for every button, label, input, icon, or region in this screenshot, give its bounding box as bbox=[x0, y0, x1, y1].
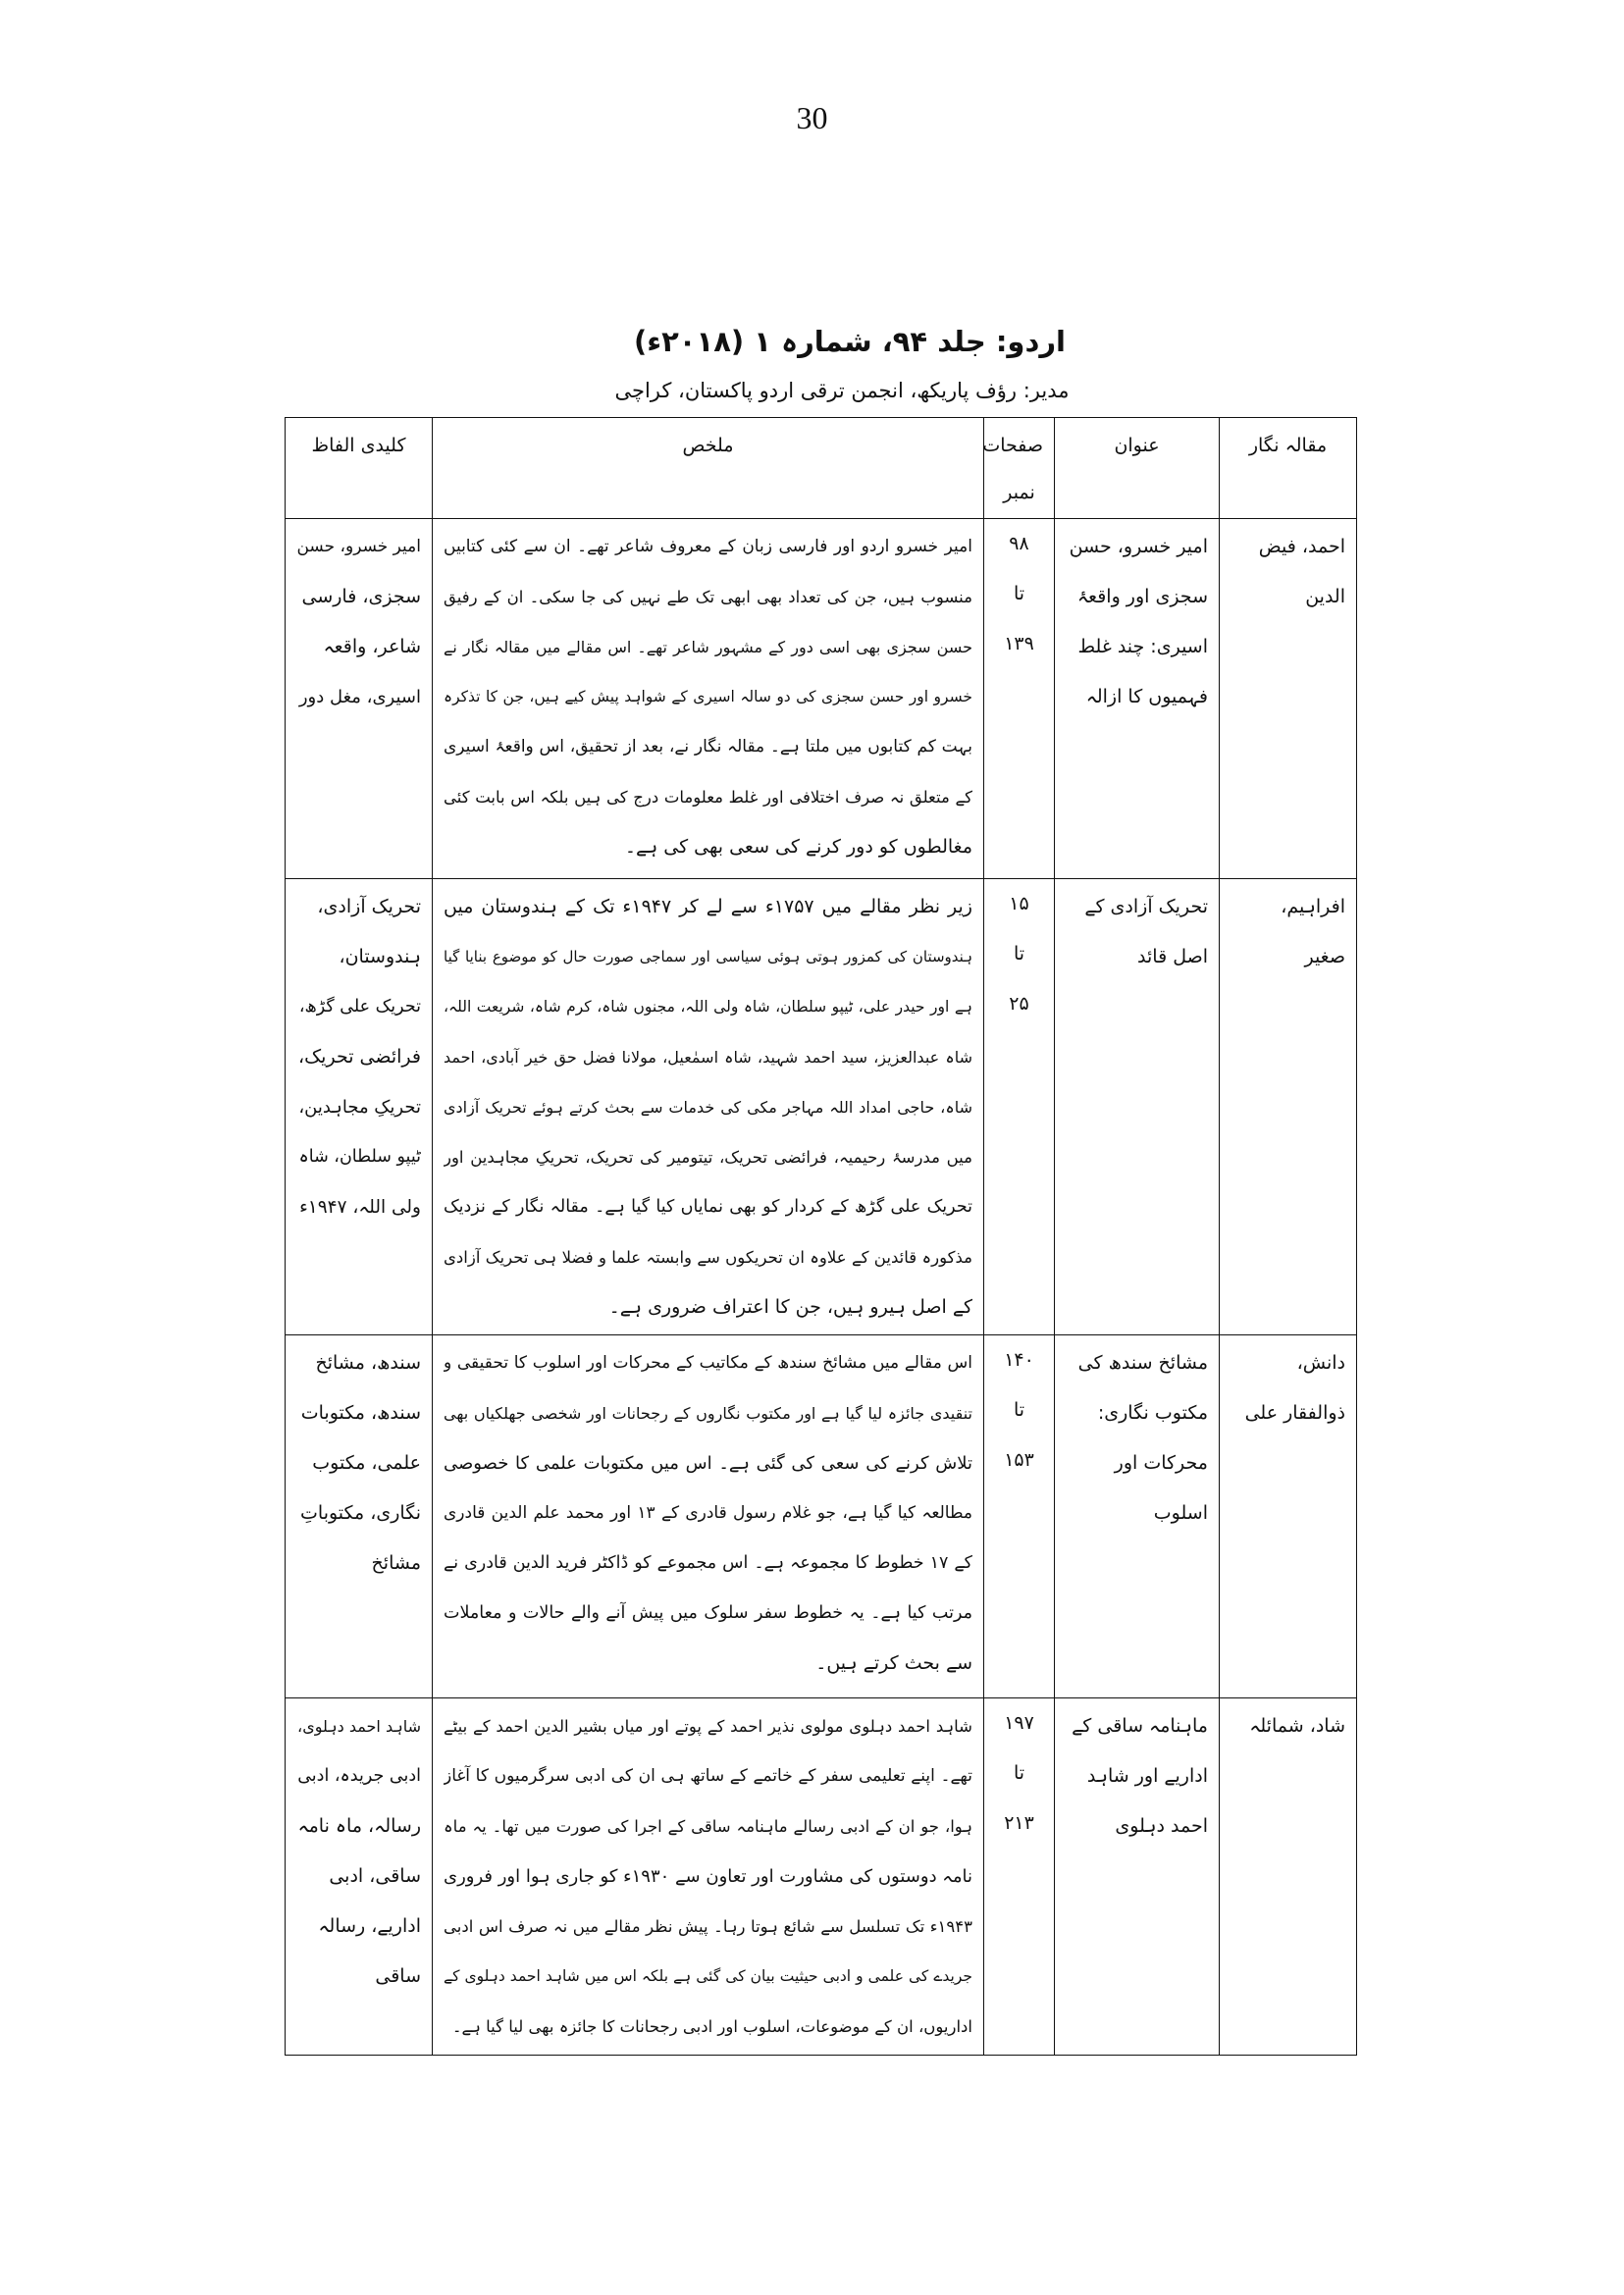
editor-line: مدیر: رؤف پاریکھ، انجمن ترقی اردو پاکستان، کراچی bbox=[614, 379, 1070, 402]
title-line: ماہنامہ ساقی کے bbox=[1072, 1715, 1208, 1737]
keywords-line: سندھ، مکتوبات bbox=[300, 1402, 421, 1424]
pages-line: ۱۳۹ bbox=[1004, 633, 1034, 654]
title-line: امیر خسرو، حسن bbox=[1069, 536, 1208, 557]
summary-cell bbox=[433, 879, 984, 1335]
keywords-line: اداریے، رسالہ bbox=[318, 1915, 421, 1937]
summary-line: حسن سجزی بھی اسی دور کے مشہور شاعر تھے۔ اس مقالے میں مقالہ نگار نے bbox=[444, 638, 972, 656]
header-title: عنوان bbox=[1055, 418, 1220, 519]
summary-line: نامہ دوستوں کی مشاورت اور تعاون سے ۱۹۳۰ء کو جاری ہوا اور فروری bbox=[444, 1866, 972, 1887]
summary-line: مرتب کیا ہے۔ یہ خطوط سفر سلوک میں پیش آنے والے حالات و معاملات bbox=[444, 1603, 972, 1623]
pages-line: ۱۵۳ bbox=[1004, 1449, 1034, 1471]
keywords-line: اسیری، مغل دور bbox=[298, 687, 421, 707]
summary-line: تنقیدی جائزہ لیا گیا ہے اور مکتوب نگاروں کے رجحانات اور شخصی جھلکیاں بھی bbox=[444, 1404, 972, 1423]
keywords-line: ساقی، ادبی bbox=[329, 1865, 421, 1887]
keywords-line: تحریک علی گڑھ، bbox=[298, 997, 421, 1017]
keywords-line: رسالہ، ماہ نامہ bbox=[297, 1815, 421, 1837]
keywords-line: تحریکِ مجاہدین، bbox=[298, 1097, 421, 1118]
pages-line: ۲۵ bbox=[1009, 993, 1029, 1015]
keywords-line: مشائخ bbox=[371, 1552, 421, 1574]
summary-line: ہوا، جو ان کے ادبی رسالے ماہنامہ ساقی کے اجرا کی صورت میں تھا۔ یہ ماہ bbox=[444, 1817, 972, 1836]
summary-line: سے بحث کرتے ہیں۔ bbox=[815, 1652, 972, 1674]
table-row bbox=[286, 1335, 1357, 1698]
keywords-line: ولی اللہ، ۱۹۴۷ء bbox=[299, 1197, 421, 1218]
author-line: شاد، شمائلہ bbox=[1249, 1715, 1345, 1737]
pages-line: ۲۱۳ bbox=[1004, 1812, 1034, 1834]
keywords-cell bbox=[286, 879, 433, 1335]
title-line: فہمیوں کا ازالہ bbox=[1085, 686, 1208, 707]
pages-cell bbox=[984, 519, 1055, 879]
keywords-line: علمی، مکتوب bbox=[312, 1452, 421, 1474]
title-line: اداریے اور شاہد bbox=[1086, 1765, 1208, 1787]
table-header bbox=[286, 418, 1357, 519]
summary-line: میں مدرسۂ رحیمیہ، فرائضی تحریک، تیتومیر کی تحریک، تحریکِ مجاہدین اور bbox=[444, 1148, 972, 1167]
title-line: محرکات اور bbox=[1114, 1452, 1208, 1474]
pages-cell bbox=[984, 1698, 1055, 2056]
summary-line: امیر خسرو اردو اور فارسی زبان کے معروف شاعر تھے۔ ان سے کئی کتابیں bbox=[444, 537, 972, 556]
title-cell bbox=[1055, 879, 1220, 1335]
summary-line: کے ۱۷ خطوط کا مجموعہ ہے۔ اس مجموعے کو ڈاکٹر فرید الدین قادری نے bbox=[444, 1553, 972, 1573]
pages-line: ۱۵ bbox=[1009, 893, 1029, 914]
summary-line: اداریوں، ان کے موضوعات، اسلوب اور ادبی رجحانات کا جائزہ بھی لیا گیا ہے۔ bbox=[451, 2017, 972, 2036]
pages-line: تا bbox=[1013, 1762, 1025, 1784]
header-row bbox=[286, 418, 1357, 519]
table-row bbox=[286, 879, 1357, 1335]
author-line: احمد، فیض bbox=[1258, 536, 1345, 557]
summary-cell bbox=[433, 1698, 984, 2056]
keywords-line: تحریک آزادی، bbox=[317, 896, 421, 917]
summary-line: تحریک علی گڑھ کے کردار کو بھی نمایاں کیا گیا ہے۔ مقالہ نگار کے نزدیک bbox=[444, 1197, 972, 1217]
summary-line: ہے اور حیدر علی، ٹیپو سلطان، شاہ ولی اللہ، مجنوں شاہ، کرم شاہ، شریعت اللہ، bbox=[444, 998, 972, 1016]
title-cell bbox=[1055, 1698, 1220, 2056]
author-line: ذوالفقار علی bbox=[1244, 1402, 1345, 1424]
summary-line: بہت کم کتابوں میں ملتا ہے۔ مقالہ نگار نے، بعد از تحقیق، اس واقعۂ اسیری bbox=[444, 737, 972, 756]
author-cell bbox=[1220, 519, 1357, 879]
summary-line: ہندوستان کی کمزور ہوتی ہوئی سیاسی اور سماجی صورت حال کو موضوع بنایا گیا bbox=[444, 948, 972, 965]
keywords-line: نگاری، مکتوباتِ bbox=[300, 1502, 421, 1524]
author-line: صغیر bbox=[1304, 946, 1345, 967]
pages-line: تا bbox=[1013, 1399, 1025, 1421]
keywords-line: ساقی bbox=[375, 1965, 421, 1987]
keywords-line: شاعر، واقعہ bbox=[323, 636, 421, 657]
summary-line: شاہد احمد دہلوی مولوی نذیر احمد کے پوتے اور میاں بشیر الدین احمد کے بیٹے bbox=[444, 1717, 972, 1736]
pages-cell bbox=[984, 1335, 1055, 1698]
author-line: افراہیم، bbox=[1281, 896, 1345, 917]
summary-line: مغالطوں کو دور کرنے کی سعی بھی کی ہے۔ bbox=[624, 836, 972, 858]
keywords-line: شاہد احمد دہلوی، bbox=[297, 1717, 421, 1736]
pages-line: ۹۸ bbox=[1009, 533, 1029, 554]
summary-line: شاہ، حاجی امداد اللہ مہاجر مکی کی خدمات سے بحث کرتے ہوئے تحریک آزادی bbox=[444, 1098, 972, 1117]
pages-line: تا bbox=[1013, 943, 1025, 965]
keywords-line: امیر خسرو، حسن bbox=[296, 537, 421, 556]
title-line: اصل قائد bbox=[1137, 946, 1208, 967]
table-row bbox=[286, 519, 1357, 879]
author-line: الدین bbox=[1305, 586, 1345, 607]
title-line: مکتوب نگاری: bbox=[1097, 1402, 1208, 1424]
summary-line: زیر نظر مقالے میں ۱۷۵۷ء سے لے کر ۱۹۴۷ء تک کے ہندوستان میں bbox=[444, 896, 972, 917]
summary-cell bbox=[433, 1335, 984, 1698]
summary-line: تھے۔ اپنے تعلیمی سفر کے خاتمے کے ساتھ ہی ان کی ادبی سرگرمیوں کا آغاز bbox=[444, 1766, 972, 1786]
title-line: سجزی اور واقعۂ bbox=[1076, 586, 1208, 607]
title-line: احمد دہلوی bbox=[1115, 1815, 1208, 1837]
summary-line: کے متعلق نہ صرف اختلافی اور غلط معلومات درج کی ہیں بلکہ اس بابت کئی bbox=[444, 788, 972, 807]
keywords-line: سندھ، مشائخ bbox=[315, 1352, 421, 1374]
article-index-table bbox=[285, 417, 1357, 2056]
keywords-line: سجزی، فارسی bbox=[301, 586, 421, 607]
keywords-line: ادبی جریدہ، ادبی bbox=[297, 1766, 421, 1786]
pages-cell bbox=[984, 879, 1055, 1335]
summary-line: منسوب ہیں، جن کی تعداد بھی ابھی تک طے نہیں کی جا سکی۔ ان کے رفیق bbox=[444, 588, 972, 606]
keywords-line: ٹیپو سلطان، شاہ bbox=[298, 1147, 421, 1167]
pages-line: تا bbox=[1013, 583, 1025, 604]
summary-line: مطالعہ کیا گیا ہے، جو غلام رسول قادری کے ۱۳ اور محمد علم الدین قادری bbox=[444, 1503, 972, 1523]
header-keywords: کلیدی الفاظ bbox=[286, 418, 433, 519]
keywords-line: ہندوستان، bbox=[339, 946, 421, 967]
author-line: دانش، bbox=[1296, 1352, 1345, 1374]
pages-line: ۱۴۰ bbox=[1004, 1349, 1034, 1371]
title-line: تحریک آزادی کے bbox=[1084, 896, 1208, 917]
keywords-cell bbox=[286, 1335, 433, 1698]
summary-line: اس مقالے میں مشائخ سندھ کے مکاتیب کے محرکات اور اسلوب کا تحقیقی و bbox=[444, 1353, 972, 1373]
table-body bbox=[286, 519, 1357, 2056]
author-cell bbox=[1220, 879, 1357, 1335]
table-row bbox=[286, 1698, 1357, 2056]
title-line: اسیری: چند غلط bbox=[1077, 636, 1208, 657]
keywords-line: فرائضی تحریک، bbox=[298, 1046, 421, 1068]
summary-line: تلاش کرنے کی سعی کی گئی ہے۔ اس میں مکتوبات علمی کا خصوصی bbox=[444, 1453, 972, 1474]
summary-line: خسرو اور حسن سجزی کی دو سالہ اسیری کے شواہد پیش کیے ہیں، جن کا تذکرہ bbox=[444, 688, 972, 705]
title-line: اسلوب bbox=[1153, 1502, 1208, 1524]
summary-line: مذکورہ قائدین کے علاوہ ان تحریکوں سے وابستہ علما و فضلا ہی تحریک آزادی bbox=[444, 1248, 972, 1267]
summary-line: جریدے کی علمی و ادبی حیثیت بیان کی گئی ہے بلکہ اس میں شاہد احمد دہلوی کے bbox=[444, 1967, 972, 1985]
title-cell bbox=[1055, 519, 1220, 879]
journal-title: اردو: جلد ۹۴، شمارہ ۱ (۲۰۱۸ء) bbox=[634, 325, 1066, 358]
header-summary: ملخص bbox=[433, 418, 984, 519]
page-number: 30 bbox=[796, 100, 828, 135]
keywords-cell bbox=[286, 519, 433, 879]
header-pages: صفحات نمبر bbox=[984, 418, 1055, 519]
title-line: مشائخ سندھ کی bbox=[1077, 1352, 1208, 1374]
summary-line: کے اصل ہیرو ہیں، جن کا اعتراف ضروری ہے۔ bbox=[608, 1296, 972, 1318]
summary-line: شاہ عبدالعزیز، سید احمد شہید، شاہ اسمٰعیل، مولانا فضل حق خیر آبادی، احمد bbox=[444, 1048, 972, 1067]
author-cell bbox=[1220, 1335, 1357, 1698]
keywords-cell bbox=[286, 1698, 433, 2056]
summary-line: ۱۹۴۳ء تک تسلسل سے شائع ہوتا رہا۔ پیش نظر مقالے میں نہ صرف اس ادبی bbox=[444, 1917, 972, 1936]
author-cell bbox=[1220, 1698, 1357, 2056]
summary-cell bbox=[433, 519, 984, 879]
title-cell bbox=[1055, 1335, 1220, 1698]
header-author: مقالہ نگار bbox=[1220, 418, 1357, 519]
pages-line: ۱۹۷ bbox=[1004, 1712, 1034, 1734]
